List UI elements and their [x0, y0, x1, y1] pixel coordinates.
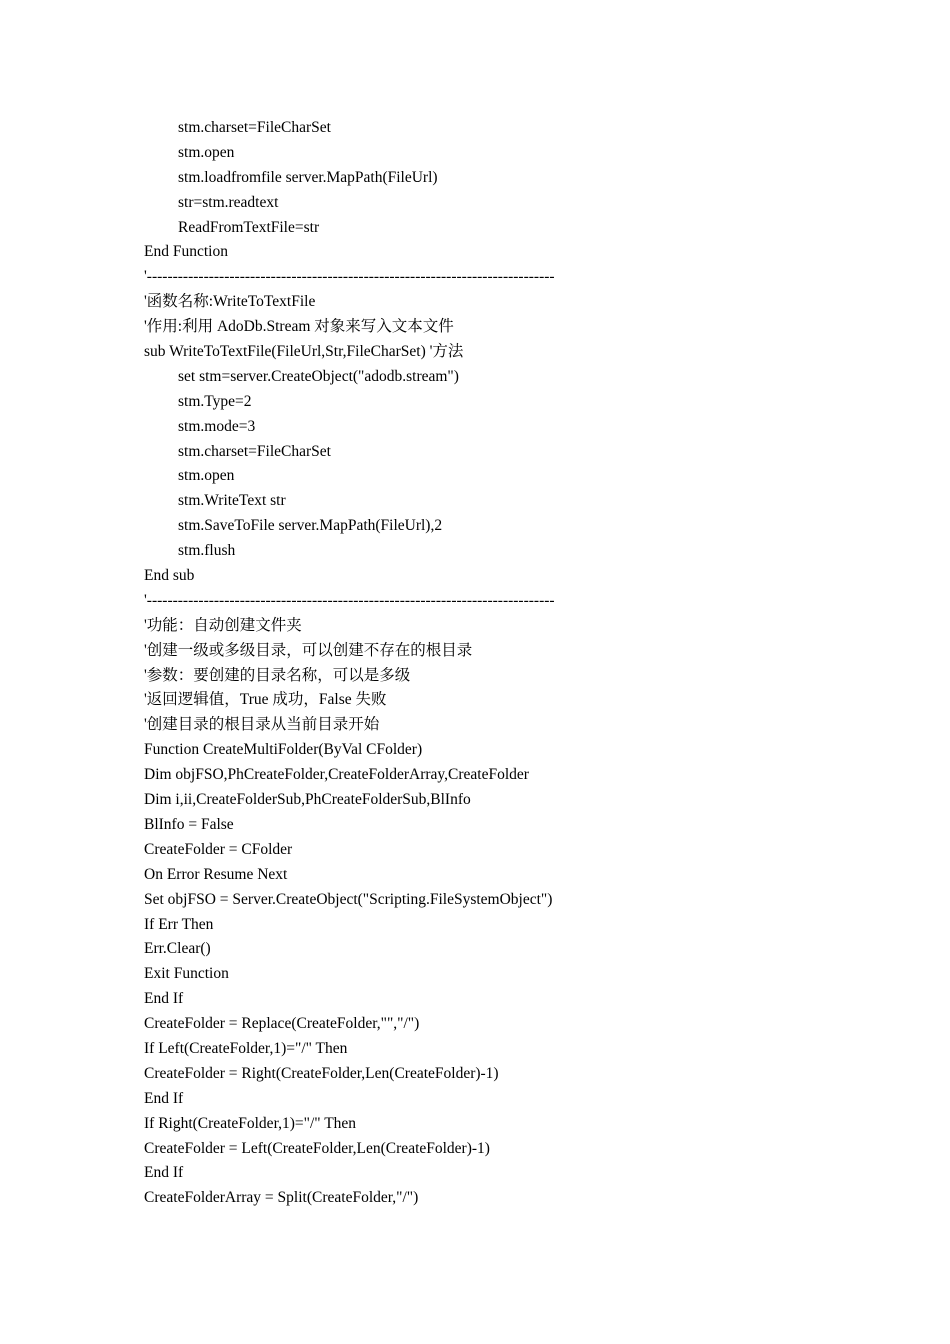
code-line: End If — [144, 990, 184, 1008]
code-line: stm.charset=FileCharSet — [178, 442, 331, 460]
code-line: '作用:利用 AdoDb.Stream 对象来写入文本文件 — [144, 318, 454, 336]
code-line: '创建一级或多级目录，可以创建不存在的根目录 — [144, 641, 473, 659]
code-line: set stm=server.CreateObject("adodb.stream") — [178, 367, 459, 385]
code-line: If Err Then — [144, 915, 214, 933]
code-line: On Error Resume Next — [144, 865, 288, 883]
code-line: End sub — [144, 567, 195, 585]
code-line: sub WriteToTextFile(FileUrl,Str,FileCharSet) '方法 — [144, 343, 464, 361]
code-line: stm.loadfromfile server.MapPath(FileUrl) — [178, 168, 438, 186]
code-line: stm.SaveToFile server.MapPath(FileUrl),2 — [178, 517, 443, 535]
code-line: End Function — [144, 243, 228, 261]
code-line: '功能：自动创建文件夹 — [144, 616, 302, 634]
code-line: Dim i,ii,CreateFolderSub,PhCreateFolderSub,BlInfo — [144, 791, 471, 809]
code-line: Err.Clear() — [144, 940, 211, 958]
code-line: End If — [144, 1164, 184, 1182]
code-line: BlInfo = False — [144, 815, 234, 833]
code-line: CreateFolderArray = Split(CreateFolder,"/") — [144, 1189, 419, 1207]
code-listing — [144, 116, 904, 1211]
code-line: CreateFolder = Left(CreateFolder,Len(CreateFolder)-1) — [144, 1139, 490, 1157]
code-line: Function CreateMultiFolder(ByVal CFolder) — [144, 741, 423, 759]
code-line: stm.Type=2 — [178, 392, 252, 410]
code-line: '------------------------------------------------------------------------------- — [144, 268, 555, 286]
code-line: stm.flush — [178, 542, 236, 560]
code-line: ReadFromTextFile=str — [178, 218, 320, 236]
code-line: CreateFolder = CFolder — [144, 840, 293, 858]
code-line: stm.open — [178, 143, 235, 161]
code-line: If Right(CreateFolder,1)="/" Then — [144, 1114, 357, 1132]
code-line: '返回逻辑值，True 成功，False 失败 — [144, 691, 387, 709]
code-line: '创建目录的根目录从当前目录开始 — [144, 716, 380, 734]
code-line: CreateFolder = Right(CreateFolder,Len(CreateFolder)-1) — [144, 1064, 499, 1082]
code-line: stm.mode=3 — [178, 417, 256, 435]
code-line: CreateFolder = Replace(CreateFolder,"","/") — [144, 1015, 420, 1033]
code-line: Set objFSO = Server.CreateObject("Scripting.FileSystemObject") — [144, 890, 553, 908]
code-line: Exit Function — [144, 965, 229, 983]
code-line: End If — [144, 1089, 184, 1107]
code-line: '函数名称:WriteToTextFile — [144, 293, 316, 311]
code-line: str=stm.readtext — [178, 193, 279, 211]
code-line: If Left(CreateFolder,1)="/" Then — [144, 1039, 348, 1057]
code-line: Dim objFSO,PhCreateFolder,CreateFolderArray,CreateFolder — [144, 766, 529, 784]
code-line: stm.open — [178, 467, 235, 485]
code-line: stm.charset=FileCharSet — [178, 119, 331, 136]
code-line: '------------------------------------------------------------------------------- — [144, 591, 555, 609]
code-line: '参数：要创建的目录名称，可以是多级 — [144, 666, 411, 684]
code-line: stm.WriteText str — [178, 492, 286, 510]
